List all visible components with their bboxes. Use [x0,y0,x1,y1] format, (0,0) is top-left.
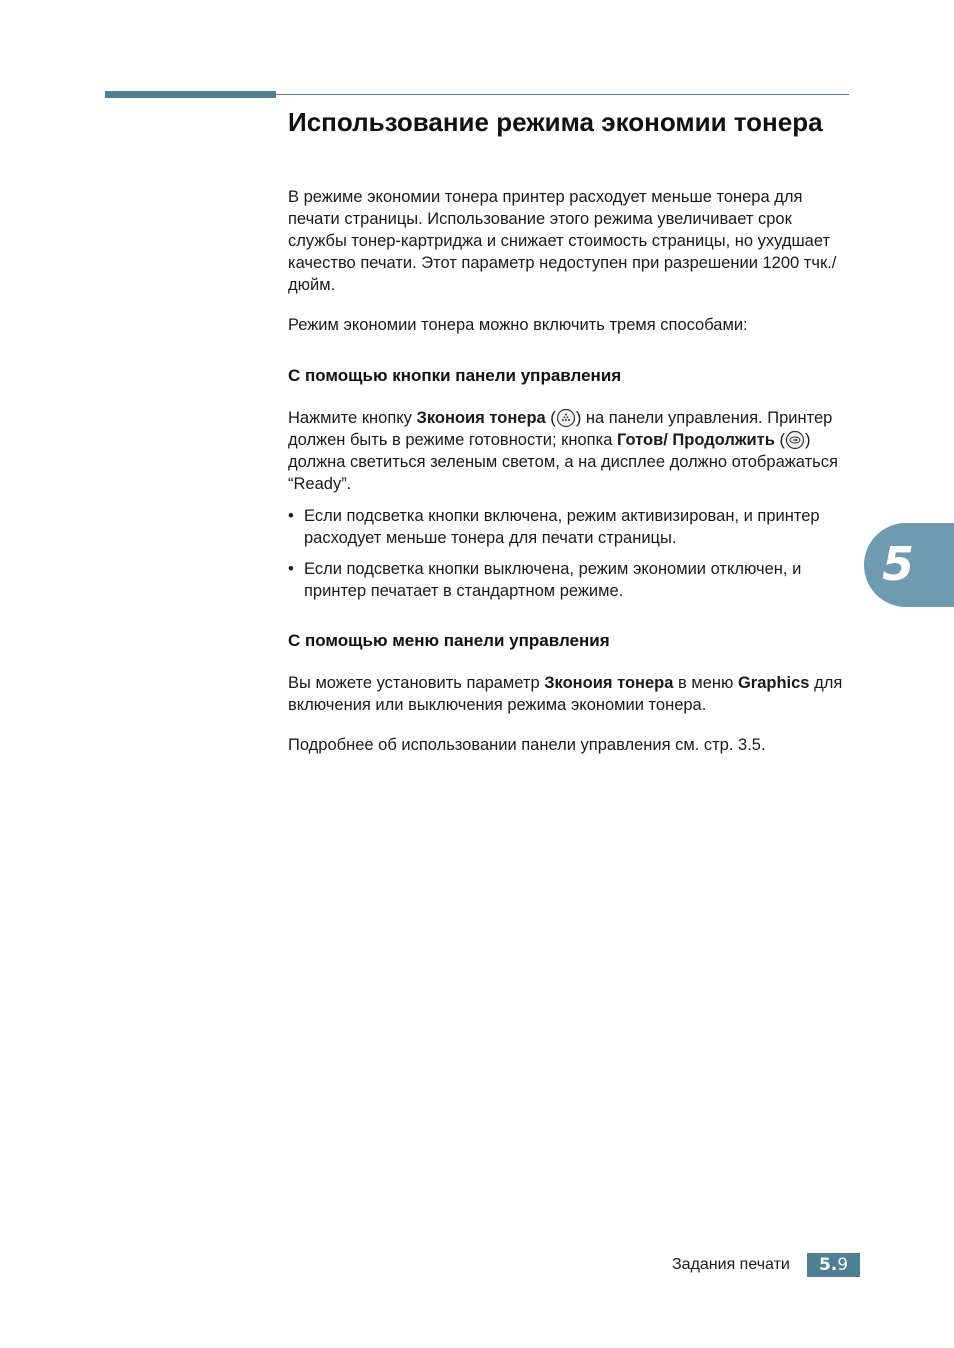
bullet-list [288,505,850,602]
graphics-menu-term: Graphics [737,674,810,692]
toner-save-term: Зконоия тонера [544,674,674,692]
ways-paragraph: Режим экономии тонера можно включить тремя способами: [288,316,748,334]
section-heading-button: С помощью кнопки панели управления [288,366,622,385]
intro-paragraph: В режиме экономии тонера принтер расходует меньше тонера для печати страницы. Использование этого режима увеличивает срок службы тонер-картриджа и снижает стоимость страницы, но ухудшает качество печати. Этот параметр недоступен при разрешении 1200 тчк./дюйм. [288,188,837,294]
page-title: Использование режима экономии тонера [288,107,823,137]
button-instructions: Нажмите кнопку Зконоия тонера ( ) на панели управления. Принтер должен быть в режиме готовности; кнопка Готов/ Продолжить ( ) должна светиться зеленым светом, а на дисплее должно отображаться “Ready”. [288,409,838,493]
list-item: • Если подсветка кнопки выключена, режим экономии отключен, и принтер печатает в стандартном режиме. [288,560,802,600]
footer-section-label: Задания печати [672,1256,790,1273]
header-rule-thin [276,94,849,95]
ready-continue-button-icon [785,430,805,450]
chapter-tab [864,523,954,607]
chapter-number: 5 [882,537,915,591]
menu-instructions: Вы можете установить параметр Зконоия тонера в меню Graphics для включения или выключения режима экономии тонера. [288,674,843,714]
toner-save-term: Зконоия тонера [416,409,546,427]
section-heading-menu: С помощью меню панели управления [288,631,610,650]
page-number: 5.9 [807,1253,860,1277]
header-rule-thick [105,91,276,98]
list-item: • Если подсветка кнопки включена, режим активизирован, и принтер расходует меньше тонера для печати страницы. [288,507,820,547]
reference-paragraph: Подробнее об использовании панели управления см. стр. 3.5. [288,736,766,754]
toner-save-button-icon [556,408,576,428]
page-content [288,104,850,756]
ready-continue-term: Готов/ Продолжить [616,431,775,449]
